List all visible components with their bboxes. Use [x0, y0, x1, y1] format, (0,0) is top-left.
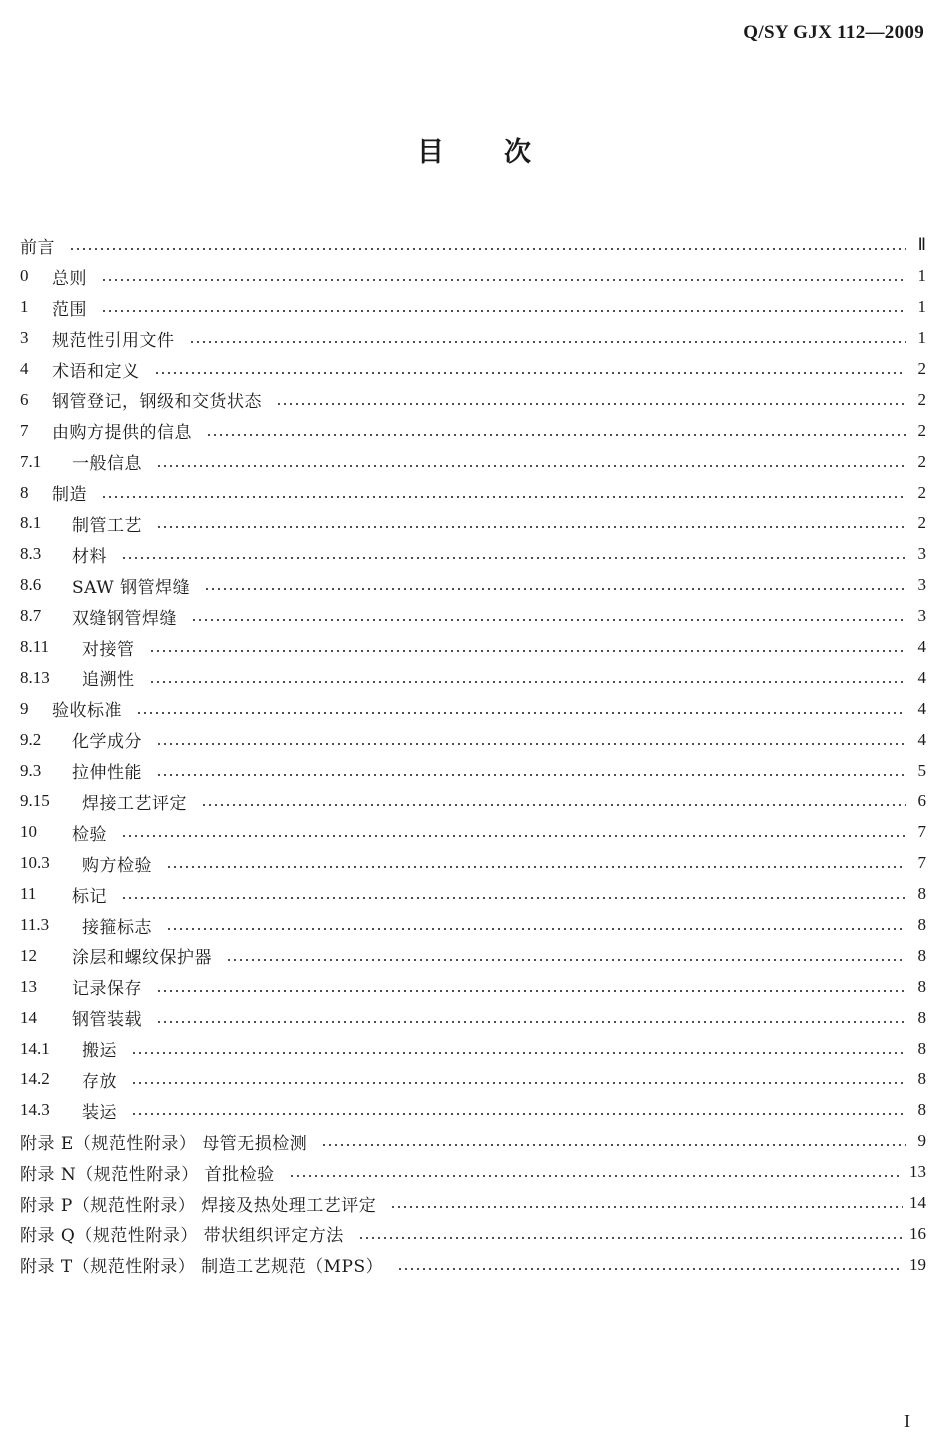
toc-entry-page: 8: [917, 884, 926, 904]
toc-entry[interactable]: [20, 230, 926, 261]
toc-entry-title: 规范性引用文件: [52, 330, 175, 351]
dot-leader: [358, 1235, 903, 1241]
toc-entry-number: 8.3: [20, 544, 42, 564]
dot-leader: [149, 679, 907, 685]
toc-entry-page: 16: [909, 1223, 926, 1243]
page-title: [0, 130, 950, 169]
dot-leader: [149, 648, 907, 654]
toc-entry-page: 2: [917, 451, 926, 471]
toc-entry-title: 检验: [72, 824, 107, 845]
toc-entry-page: 6: [917, 791, 926, 811]
toc-entry-page: 2: [917, 359, 926, 378]
title-char-2: 次: [504, 137, 533, 168]
toc-entry-page: 19: [909, 1254, 926, 1274]
toc-entry-title: 范围: [52, 299, 87, 320]
toc-entry[interactable]: [20, 755, 926, 786]
toc-entry[interactable]: [20, 1188, 926, 1219]
toc-entry[interactable]: [20, 570, 926, 601]
toc-entry-title: 总则: [52, 268, 87, 289]
toc-entry-page: 7: [917, 822, 926, 842]
dot-leader: [101, 494, 906, 500]
toc-entry[interactable]: [20, 971, 926, 1002]
toc-entry-number: 6: [20, 389, 29, 409]
toc-entry-title: 对接管: [82, 639, 135, 660]
toc-entry-number: 10.3: [20, 853, 50, 873]
toc-entry-page: 1: [917, 266, 926, 286]
toc-entry[interactable]: [20, 786, 926, 817]
dot-leader: [276, 401, 906, 407]
toc-entry-title: 购方检验: [82, 855, 152, 876]
dot-leader: [131, 1111, 906, 1117]
dot-leader: [131, 1050, 906, 1056]
toc-entry-page: 7: [917, 853, 926, 873]
toc-entry-title: 化学成分: [72, 732, 142, 753]
toc-entry-title: SAW 钢管焊缝: [72, 577, 191, 598]
toc-entry-number: 12: [20, 945, 37, 965]
toc-entry-title: 搬运: [82, 1041, 117, 1062]
toc-entry-number: 9.2: [20, 729, 42, 749]
toc-entry-number: 8.1: [20, 513, 42, 533]
toc-entry-page: 2: [917, 420, 926, 440]
toc-entry-page: 4: [917, 698, 926, 718]
toc-entry[interactable]: [20, 817, 926, 848]
dot-leader: [121, 833, 906, 839]
dot-leader: [121, 895, 906, 901]
toc-entry-title: 附录 N（规范性附录） 首批检验: [20, 1164, 275, 1185]
toc-entry-page: 8: [917, 1069, 926, 1089]
toc-entry[interactable]: [20, 508, 926, 539]
toc-entry-title: 制造: [52, 485, 87, 506]
toc-entry-page: 4: [917, 637, 926, 657]
dot-leader: [156, 1019, 906, 1025]
toc-entry-page: 3: [917, 575, 926, 595]
dot-leader: [166, 926, 906, 932]
dot-leader: [156, 988, 906, 994]
toc-entry-page: 3: [917, 606, 926, 626]
toc-entry-title: 追溯性: [82, 670, 135, 691]
page-number: I: [904, 1411, 910, 1431]
title-char-1: 目: [417, 137, 446, 168]
toc-entry-page: 3: [917, 544, 926, 564]
toc-entry-number: 14.2: [20, 1069, 50, 1089]
toc-entry-title: 术语和定义: [52, 361, 140, 382]
toc-entry[interactable]: [20, 415, 926, 446]
toc-entry-page: 8: [917, 945, 926, 965]
dot-leader: [121, 555, 906, 561]
toc-entry-number: 7: [20, 420, 29, 440]
toc-entry[interactable]: [20, 292, 926, 323]
dot-leader: [390, 1204, 903, 1210]
toc-entry-page: 8: [917, 1100, 926, 1120]
toc-entry[interactable]: [20, 354, 926, 385]
dot-leader: [156, 463, 906, 469]
toc-entry[interactable]: [20, 477, 926, 508]
toc-entry-number: 9: [20, 698, 29, 718]
dot-leader: [201, 802, 906, 808]
toc-entry-number: 10: [20, 822, 37, 842]
toc-entry-title: 附录 Q（规范性附录） 带状组织评定方法: [20, 1226, 344, 1247]
toc-entry[interactable]: [20, 940, 926, 971]
toc-entry-title: 由购方提供的信息: [52, 423, 192, 444]
toc-entry[interactable]: [20, 632, 926, 663]
document-code: Q/SY GJX 112—2009: [743, 22, 924, 43]
toc-entry-number: 1: [20, 297, 29, 317]
toc-entry-page: 4: [917, 667, 926, 687]
toc-entry[interactable]: [20, 910, 926, 941]
toc-entry[interactable]: [20, 693, 926, 724]
toc-entry-page: 8: [917, 915, 926, 935]
toc-entry[interactable]: [20, 1064, 926, 1095]
toc-entry[interactable]: [20, 1095, 926, 1126]
dot-leader: [397, 1266, 903, 1272]
toc-entry-page: 4: [917, 729, 926, 749]
dot-leader: [101, 308, 906, 314]
toc-entry-title: 附录 T（规范性附录） 制造工艺规范（MPS）: [20, 1257, 384, 1278]
dot-leader: [289, 1173, 903, 1179]
toc-entry-title: 装运: [82, 1102, 117, 1123]
dot-leader: [156, 524, 906, 530]
toc-entry[interactable]: [20, 1157, 926, 1188]
dot-leader: [321, 1142, 906, 1148]
toc-entry-number: 14: [20, 1007, 37, 1027]
toc-entry-title: 一般信息: [72, 454, 142, 475]
toc-entry-title: 记录保存: [72, 979, 142, 1000]
dot-leader: [226, 957, 906, 963]
dot-leader: [69, 246, 906, 252]
toc-entry-number: 4: [20, 359, 29, 378]
toc-entry-page: Ⅱ: [917, 235, 926, 255]
toc-entry[interactable]: [20, 539, 926, 570]
toc-entry-title: 接箍标志: [82, 917, 152, 938]
dot-leader: [156, 741, 906, 747]
toc-entry[interactable]: [20, 848, 926, 879]
toc-entry-page: 2: [917, 389, 926, 409]
toc-entry-number: 8.11: [20, 637, 50, 657]
dot-leader: [206, 432, 906, 438]
toc-entry[interactable]: [20, 662, 926, 693]
toc-entry-title: 制管工艺: [72, 515, 142, 536]
toc-entry-page: 5: [917, 760, 926, 780]
toc-entry-number: 7.1: [20, 451, 42, 471]
toc-entry-title: 前言: [20, 237, 55, 258]
toc-entry-title: 钢管登记，钢级和交货状态: [52, 392, 262, 413]
toc-entry-number: 0: [20, 266, 29, 286]
toc-entry[interactable]: [20, 724, 926, 755]
toc-entry[interactable]: [20, 446, 926, 477]
toc-entry[interactable]: [20, 1033, 926, 1064]
toc-entry-number: 11: [20, 884, 37, 904]
toc-entry[interactable]: [20, 1126, 926, 1157]
toc-entry[interactable]: [20, 323, 926, 354]
toc-entry-number: 8.13: [20, 667, 50, 687]
toc-entry-number: 14.3: [20, 1100, 50, 1120]
toc-entry-number: 8.7: [20, 606, 42, 626]
toc-entry-title: 焊接工艺评定: [82, 793, 187, 814]
table-of-contents: [20, 230, 926, 1280]
toc-entry-page: 8: [917, 976, 926, 996]
toc-entry-title: 附录 E（规范性附录） 母管无损检测: [20, 1133, 308, 1154]
dot-leader: [136, 710, 906, 716]
dot-leader: [189, 339, 907, 345]
dot-leader: [131, 1080, 906, 1086]
toc-entry-title: 涂层和螺纹保护器: [72, 948, 212, 969]
toc-entry-number: 13: [20, 976, 37, 996]
toc-entry-page: 9: [917, 1131, 926, 1151]
toc-entry[interactable]: [20, 1002, 926, 1033]
toc-entry[interactable]: [20, 1249, 926, 1280]
toc-entry[interactable]: [20, 601, 926, 632]
toc-entry-title: 双缝钢管焊缝: [72, 608, 177, 629]
dot-leader: [156, 772, 906, 778]
toc-entry-number: 9.15: [20, 791, 50, 811]
dot-leader: [191, 617, 906, 623]
toc-entry[interactable]: [20, 384, 926, 415]
dot-leader: [166, 864, 906, 870]
toc-entry-page: 1: [917, 297, 926, 317]
toc-entry-number: 8.6: [20, 575, 42, 595]
toc-entry-page: 8: [917, 1038, 926, 1058]
toc-entry-title: 材料: [72, 546, 107, 567]
toc-entry-page: 2: [917, 513, 926, 533]
toc-entry-title: 存放: [82, 1071, 117, 1092]
toc-entry-title: 验收标准: [52, 701, 122, 722]
dot-leader: [204, 586, 906, 592]
toc-entry-title: 标记: [72, 886, 107, 907]
toc-entry-title: 钢管装载: [72, 1010, 142, 1031]
toc-entry-page: 1: [917, 328, 926, 348]
toc-entry-number: 8: [20, 482, 29, 502]
toc-entry[interactable]: [20, 261, 926, 292]
toc-entry-page: 8: [917, 1007, 926, 1027]
dot-leader: [154, 370, 907, 376]
dot-leader: [101, 277, 906, 283]
toc-entry-number: 14.1: [20, 1038, 50, 1058]
toc-entry-page: 14: [909, 1193, 926, 1213]
toc-entry-number: 9.3: [20, 760, 42, 780]
toc-entry[interactable]: [20, 879, 926, 910]
toc-entry-number: 3: [20, 328, 29, 348]
toc-entry-page: 13: [909, 1162, 926, 1182]
toc-entry[interactable]: [20, 1219, 926, 1250]
toc-entry-number: 11.3: [20, 915, 50, 935]
toc-entry-title: 附录 P（规范性附录） 焊接及热处理工艺评定: [20, 1195, 377, 1216]
toc-entry-title: 拉伸性能: [72, 763, 142, 784]
toc-entry-page: 2: [917, 482, 926, 502]
